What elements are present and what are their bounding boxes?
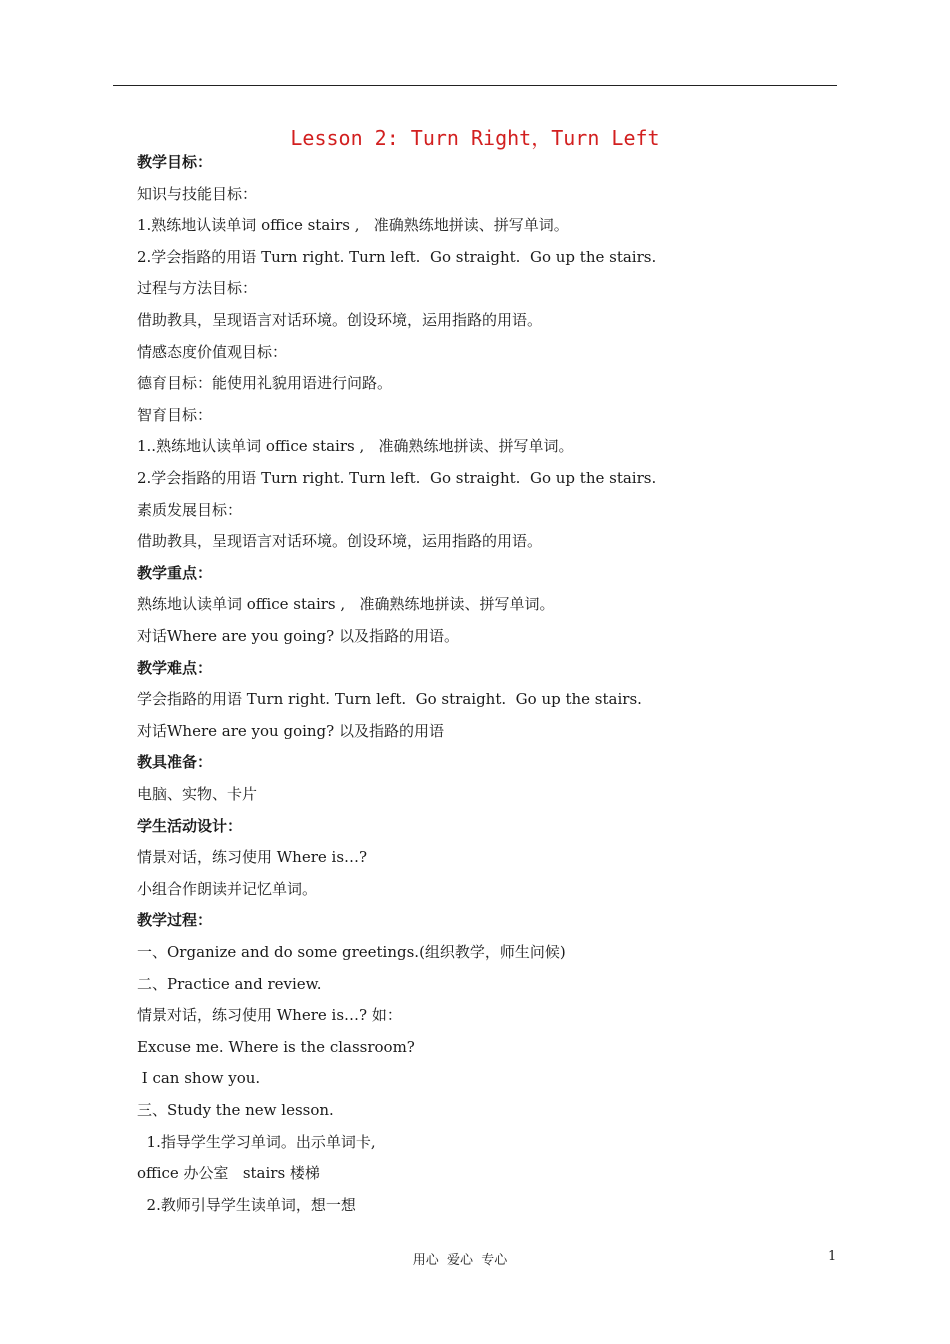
body-line: 知识与技能目标：	[137, 184, 258, 203]
body-line: 二、Practice and review.	[137, 974, 322, 993]
section-heading: 教学过程：	[137, 911, 213, 930]
body-line: Excuse me. Where is the classroom?	[137, 1037, 415, 1056]
body-line: 素质发展目标：	[137, 500, 243, 519]
body-line: I can show you.	[137, 1069, 261, 1088]
body-line: office 办公室 stairs 楼梯	[137, 1164, 320, 1183]
body-line: 学会指路的用语 Turn right. Turn left. Go straight. Go up the stairs.	[137, 690, 642, 709]
body-line: 熟练地认读单词 office stairs , 准确熟练地拼读、拼写单词。	[137, 595, 555, 614]
body-line: 对话Where are you going? 以及指路的用语	[137, 721, 444, 740]
body-line: 小组合作朗读并记忆单词。	[137, 879, 318, 898]
section-heading: 教学难点：	[137, 658, 213, 677]
body-line: 1..熟练地认读单词 office stairs , 准确熟练地拼读、拼写单词。	[137, 437, 574, 456]
section-heading: 教学重点：	[137, 563, 213, 582]
header-rule	[113, 85, 837, 86]
body-line: 电脑、实物、卡片	[137, 785, 258, 803]
section-heading: 学生活动设计：	[137, 816, 243, 835]
section-heading: 教具准备：	[137, 753, 213, 772]
body-line: 2.学会指路的用语 Turn right. Turn left. Go straight. Go up the stairs.	[137, 469, 657, 487]
section-heading: 教学目标：	[137, 153, 213, 171]
body-line: 1.指导学生学习单词。出示单词卡,	[137, 1132, 376, 1151]
page-number: 1	[828, 1249, 837, 1264]
body-line: 过程与方法目标：	[137, 279, 258, 298]
body-line: 情景对话，练习使用 Where is…?	[137, 848, 368, 867]
body-line: 2.教师引导学生读单词，想一想	[137, 1195, 356, 1214]
body-line: 一、Organize and do some greetings.(组织教学，师生问候)	[137, 943, 566, 961]
body-line: 2.学会指路的用语 Turn right. Turn left. Go straight. Go up the stairs.	[137, 247, 657, 266]
body-line: 情景对话，练习使用 Where is…? 如：	[137, 1006, 402, 1025]
body-line: 三、Study the new lesson.	[137, 1101, 334, 1119]
body-line: 借助教具，呈现语言对话环境。创设环境，运用指路的用语。	[137, 532, 543, 551]
body-line: 借助教具，呈现语言对话环境。创设环境，运用指路的用语。	[137, 311, 543, 329]
body-line: 德育目标：能使用礼貌用语进行问路。	[137, 374, 393, 393]
footer-motto: 用心 爱心 专心	[412, 1253, 508, 1268]
document-title: Lesson 2: Turn Right，Turn Left	[290, 126, 660, 150]
body-line: 智育目标：	[137, 405, 213, 424]
body-line: 情感态度价值观目标：	[137, 342, 288, 361]
body-line: 1.熟练地认读单词 office stairs , 准确熟练地拼读、拼写单词。	[137, 216, 569, 235]
body-line: 对话Where are you going? 以及指路的用语。	[137, 627, 459, 645]
